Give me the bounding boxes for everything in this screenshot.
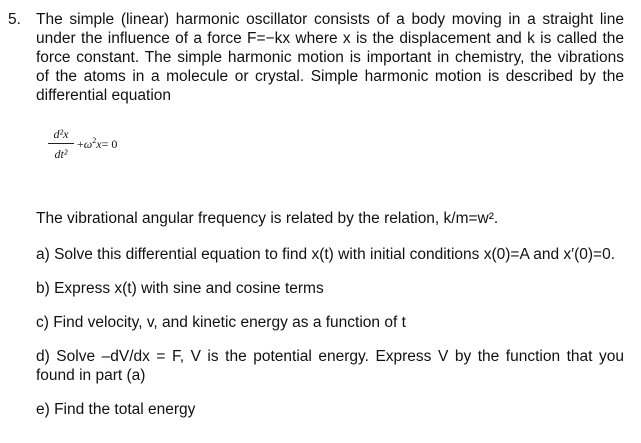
problem-number: 5. bbox=[8, 11, 21, 28]
fraction-numerator: d²x bbox=[53, 127, 69, 141]
equation-omega-exponent: 2 bbox=[92, 136, 97, 145]
part-c: c) Find velocity, v, and kinetic energy as a function of t bbox=[36, 314, 406, 331]
frequency-relation: The vibrational angular frequency is related by the relation, k/m=w². bbox=[36, 210, 499, 227]
equation-x: x bbox=[96, 137, 102, 151]
second-derivative-fraction bbox=[48, 127, 74, 161]
fraction-denominator: dt² bbox=[54, 147, 68, 161]
equation-omega: ω bbox=[83, 137, 93, 151]
differential-equation bbox=[46, 127, 624, 185]
part-d: d) Solve –dV/dx = F, V is the potential energy. Express V by the function that you found in part (a) bbox=[36, 348, 624, 384]
equation-plus: + bbox=[77, 137, 84, 151]
equation-equals: = 0 bbox=[101, 137, 118, 151]
fraction-bar bbox=[48, 143, 74, 144]
problem-body bbox=[36, 10, 624, 419]
problem-intro: The simple (linear) harmonic oscillator consists of a body moving in a straight line under the influence of a force F=−kx where x is the displacement and k is called the force constant. The simple harmonic motion is important in chemistry, the vibrations of the atoms in a molecule or crystal. Simple harmonic motion is described by the differential equation bbox=[36, 11, 624, 104]
part-e: e) Find the total energy bbox=[36, 401, 196, 418]
problem-5 bbox=[8, 10, 634, 419]
equation-remainder bbox=[77, 136, 117, 152]
part-a: a) Solve this differential equation to find x(t) with initial conditions x(0)=A and x′(0)=0. bbox=[36, 246, 616, 263]
part-b: b) Express x(t) with sine and cosine terms bbox=[36, 280, 324, 297]
